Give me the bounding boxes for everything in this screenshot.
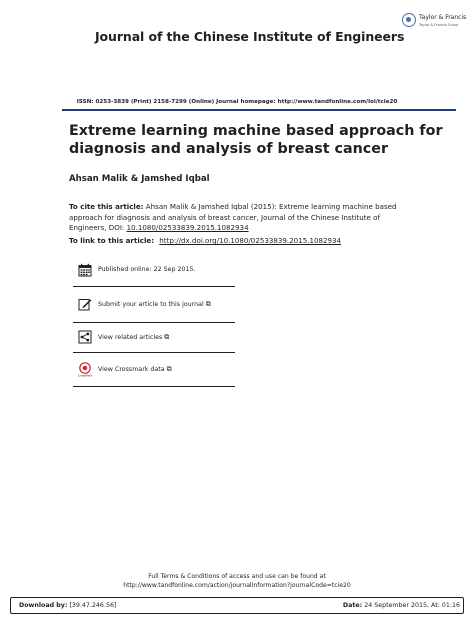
article-authors: Ahsan Malik & Jamshed Iqbal <box>69 174 210 184</box>
submit-article-row[interactable] <box>78 297 234 317</box>
citation-block <box>69 202 399 234</box>
article-title: Extreme learning machine based approach for diagnosis and analysis of breast cancer <box>69 123 443 157</box>
publisher-logo[interactable] <box>402 12 470 38</box>
divider <box>73 286 235 287</box>
link-label: To link to this article: <box>69 236 155 245</box>
article-doi-link[interactable]: http://dx.doi.org/10.1080/02533839.2015.1082934 <box>159 236 342 245</box>
edit-icon <box>78 297 92 311</box>
related-articles-icon <box>78 330 92 344</box>
external-link-icon: ⧉ <box>164 333 170 341</box>
svg-text:CrossMark: CrossMark <box>78 373 92 378</box>
submit-article-label[interactable]: Submit your article to this journal ⧉ <box>98 300 211 308</box>
download-by: Download by: [39.47.246.56] <box>19 602 117 609</box>
publisher-logo-icon <box>402 13 416 27</box>
related-articles-row[interactable] <box>78 330 234 350</box>
related-articles-label[interactable]: View related articles ⧉ <box>98 333 170 341</box>
divider <box>73 386 235 387</box>
article-link-line <box>69 236 341 245</box>
published-online-row <box>78 263 234 283</box>
divider <box>73 322 235 323</box>
header-rule <box>62 109 456 111</box>
external-link-icon: ⧉ <box>205 300 211 308</box>
download-date: Date: 24 September 2015, At: 01:16 <box>342 602 460 609</box>
external-link-icon: ⧉ <box>166 365 172 373</box>
crossmark-icon <box>78 362 92 378</box>
terms-notice <box>0 573 474 590</box>
publisher-subname: Taylor & Francis Group <box>419 23 459 27</box>
terms-line-1: Full Terms & Conditions of access and use can be found at <box>148 573 326 580</box>
calendar-icon <box>78 263 92 277</box>
citation-doi-link[interactable]: 10.1080/02533839.2015.1082934 <box>126 223 249 233</box>
issn-homepage-line[interactable]: ISSN: 0253-3839 (Print) 2158-7299 (Online) Journal homepage: http://www.tandfonline.com/loi/tcie20 <box>76 99 398 105</box>
crossmark-row[interactable] <box>78 362 234 382</box>
citation-label: To cite this article: <box>69 202 144 211</box>
crossmark-label[interactable]: View Crossmark data ⧉ <box>98 365 172 373</box>
journal-title: Journal of the Chinese Institute of Engineers <box>95 29 405 44</box>
divider <box>73 352 235 353</box>
published-online-label: Published online: 22 Sep 2015. <box>98 266 196 273</box>
publisher-name: Taylor & Francis <box>419 14 467 21</box>
download-info-bar <box>10 597 464 614</box>
terms-url[interactable]: http://www.tandfonline.com/action/journalInformation?journalCode=tcie20 <box>123 581 351 589</box>
citation-text: Ahsan Malik & Jamshed Iqbal (2015): Extreme learning machine based approach for diagnosis and analysis of breast cancer, Journal of the Chinese Institute of Engineers, DOI: <box>69 202 397 233</box>
